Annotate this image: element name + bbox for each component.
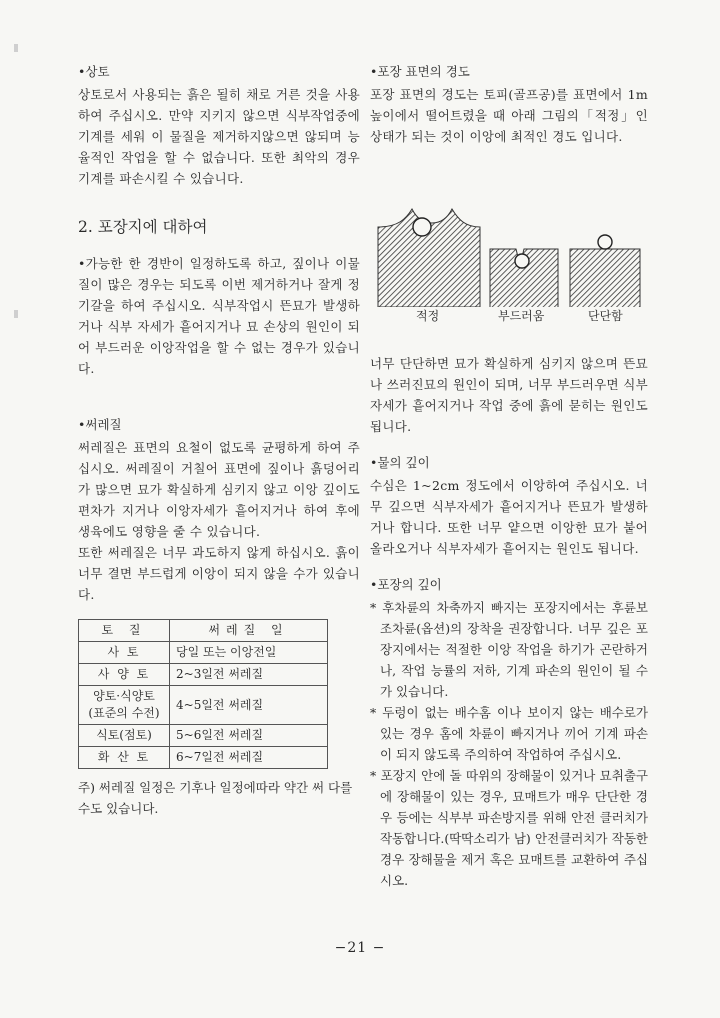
- days-cell: 2~3일전 써레질: [170, 664, 328, 686]
- hardness-text: 포장 표면의 경도는 토피(골프공)를 표면에서 1m 높이에서 떨어트렸을 때 아래 그림의「적정」인 상태가 되는 것이 이앙에 최적인 경도 입니다.: [370, 87, 648, 144]
- label-proper: 적정: [416, 309, 440, 323]
- hard-soil-icon: [570, 235, 640, 307]
- page-number: −21 −: [334, 940, 386, 956]
- sangto-text: 상토로서 사용되는 흙은 될히 채로 거른 것을 사용하여 주십시오. 만약 지키지 않으면 식부작업중에 기계를 세워 이 물질을 제거하지않으면 않되며 능율적인 작업을 할 수 없습니다. 또한 최악의 경우 기계를 파손시킬 수 있습니다.: [78, 87, 360, 186]
- days-cell: 4~5일전 써레질: [170, 686, 328, 725]
- table-row: [79, 686, 328, 725]
- hardness-explanation: 너무 단단하면 묘가 확실하게 심키지 않으며 뜬묘나 쓰러진묘의 원인이 되며, 너무 부드러우면 식부자세가 흩어지거나 작업 중에 흙에 묻히는 원인도 됩니다.: [370, 356, 648, 434]
- proper-soil-icon: [378, 209, 480, 307]
- harrowing-schedule-table: [78, 619, 328, 769]
- table-row: [79, 642, 328, 664]
- soil-hardness-figure: [370, 157, 648, 307]
- ssorejil-heading: •써레질: [78, 417, 122, 432]
- hardness-heading: •포장 표면의 경도: [370, 64, 470, 79]
- field-paragraph: •가능한 한 경반이 일정하도록 하고, 짚이나 이물질이 많은 경우는 되도록 이번 제거하거나 잘게 정기갈을 하여 주십시오. 식부작업시 뜬묘가 발생하거나 식부 자세가 흩어지거나 묘 손상의 원인이 되어 부드러운 이앙작업을 할 수 없는 경우가 있습니다.: [78, 256, 360, 376]
- sangto-heading: •상토: [78, 64, 110, 79]
- depth-item: * 후차륜의 차축까지 빠지는 포장지에서는 후륜보조차륜(옵션)의 장착을 권장합니다. 너무 깊은 포장지에서는 적절한 이앙 작업을 하기가 곤란하거나, 작업 능률의 저하, 기계 파손의 원인이 될 수가 있습니다.: [370, 600, 648, 699]
- table-row: [79, 664, 328, 686]
- ball-drop-illustration: [370, 157, 648, 307]
- depth-item: * 포장지 안에 돌 따위의 장해물이 있거나 묘취출구에 장해물이 있는 경우, 묘매트가 매우 단단한 경우 등에는 식부부 파손방지를 위해 안전 클러치가 작동합니다.(딱딱소리가 남) 안전클러치가 작동한 경우 장해물을 제거 혹은 묘매트를 교환하여 주십시오.: [370, 768, 648, 888]
- ssorejil-text: 써레질은 표면의 요철이 없도록 균평하게 하여 주십시오. 써레질이 거칠어 표면에 짚이나 흙덩어리가 많으면 묘가 확실하게 심키지 않고 이앙 깊이도 편차가 지거나 이앙자세가 흩어지거나 하여 후에 생육에도 영향을 줄 수 있습니다.: [78, 440, 360, 539]
- depth-heading: •포장의 깊이: [370, 577, 442, 592]
- left-column: [78, 62, 360, 832]
- soil-cell: 사 양 토: [79, 664, 170, 686]
- soil-cell: 식토(점토): [79, 725, 170, 747]
- section-title: 2. 포장지에 대하여: [78, 218, 208, 236]
- ssorejil-text-2: 또한 써레질은 너무 과도하지 않게 하십시오. 흙이 너무 결면 부드럽게 이앙이 되지 않을 수가 있습니다.: [78, 545, 360, 602]
- right-column: [370, 62, 648, 891]
- binding-mark: [14, 44, 18, 52]
- soil-cell: 사 토: [79, 642, 170, 664]
- table-header: 토 질: [79, 620, 170, 642]
- soil-cell: 화 산 토: [79, 747, 170, 769]
- water-text: 수심은 1~2cm 정도에서 이앙하여 주십시오. 너무 깊으면 식부자세가 흩어지거나 뜬묘가 발생하거나 합니다. 또한 너무 얕으면 이앙한 묘가 붙어 올라오거나 식부자세가 흩어지는 원인도 됩니다.: [370, 478, 648, 556]
- figure-labels: [370, 307, 648, 329]
- soil-cell: 양토·식양토 (표준의 수전): [79, 686, 170, 725]
- days-cell: 6~7일전 써레질: [170, 747, 328, 769]
- days-cell: 당일 또는 이앙전일: [170, 642, 328, 664]
- depth-item: * 두렁이 없는 배수홈 이나 보이지 않는 배수로가 있는 경우 홈에 차륜이 빠지거나 끼어 기계 파손이 되지 않도록 주의하여 작업하여 주십시오.: [370, 705, 648, 762]
- days-cell: 5~6일전 써레질: [170, 725, 328, 747]
- soft-soil-icon: [490, 249, 558, 307]
- binding-mark: [14, 310, 18, 318]
- label-soft: 부드러움: [498, 309, 545, 323]
- table-note: 주) 써레질 일정은 기후나 일정에따라 약간 써 다를 수도 있습니다.: [78, 780, 353, 816]
- table-row: [79, 725, 328, 747]
- label-hard: 단단함: [588, 309, 623, 323]
- table-row: [79, 747, 328, 769]
- water-heading: •물의 깊이: [370, 455, 430, 470]
- table-header: 써레질 일: [170, 620, 328, 642]
